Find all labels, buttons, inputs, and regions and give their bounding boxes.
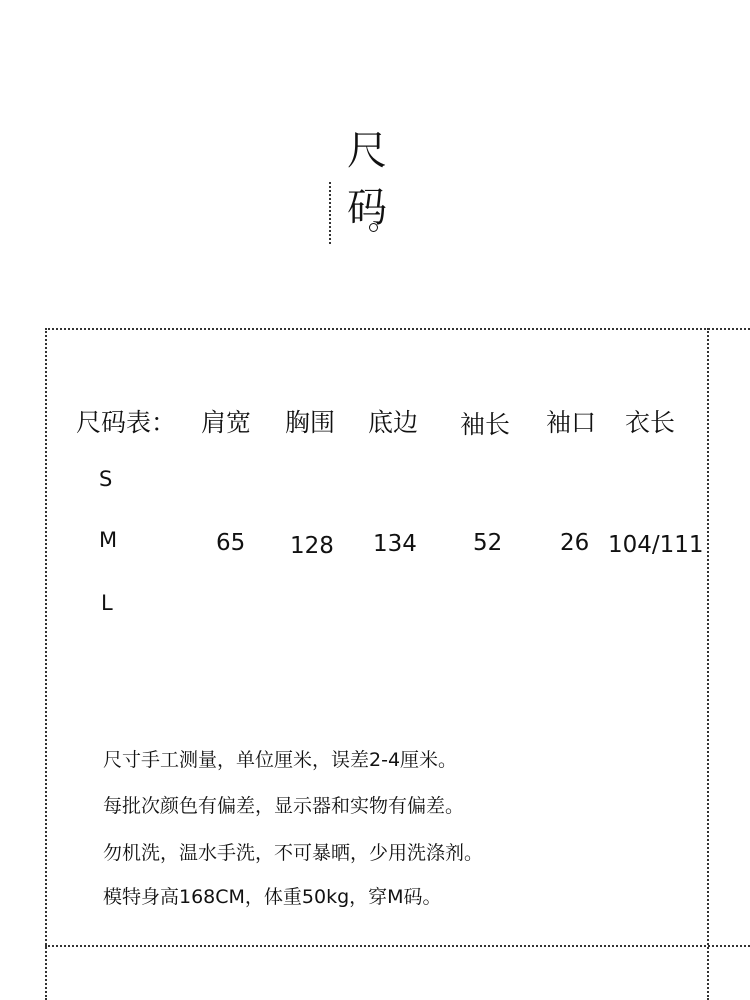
size-label-l: L (101, 591, 113, 615)
value-m-length: 104/111 (608, 532, 704, 558)
note-model: 模特身高168CM，体重50kg，穿M码。 (103, 886, 442, 908)
value-m-shoulder: 65 (216, 530, 246, 556)
size-label-s: S (99, 467, 113, 491)
heading-char-ma: 码 (347, 185, 387, 231)
value-m-cuff: 26 (560, 530, 590, 556)
note-measurement: 尺寸手工测量，单位厘米，误差2-4厘米。 (103, 749, 458, 771)
size-label-m: M (99, 528, 118, 552)
column-header-hem: 底边 (368, 408, 419, 437)
column-header-cuff: 袖口 (546, 408, 597, 437)
table-title: 尺码表： (76, 408, 177, 437)
column-header-chest: 胸围 (285, 408, 336, 437)
heading-char-chi: 尺 (347, 128, 387, 174)
value-m-sleeve-length: 52 (473, 530, 503, 556)
column-header-length: 衣长 (625, 408, 676, 437)
column-header-shoulder: 肩宽 (201, 408, 252, 437)
note-washing: 勿机洗，温水手洗，不可暴晒，少用洗涤剂。 (103, 842, 484, 864)
value-m-chest: 128 (290, 533, 334, 559)
column-header-sleeve-length: 袖长 (460, 410, 511, 439)
value-m-hem: 134 (373, 531, 417, 557)
note-color: 每批次颜色有偏差，显示器和实物有偏差。 (103, 795, 465, 817)
